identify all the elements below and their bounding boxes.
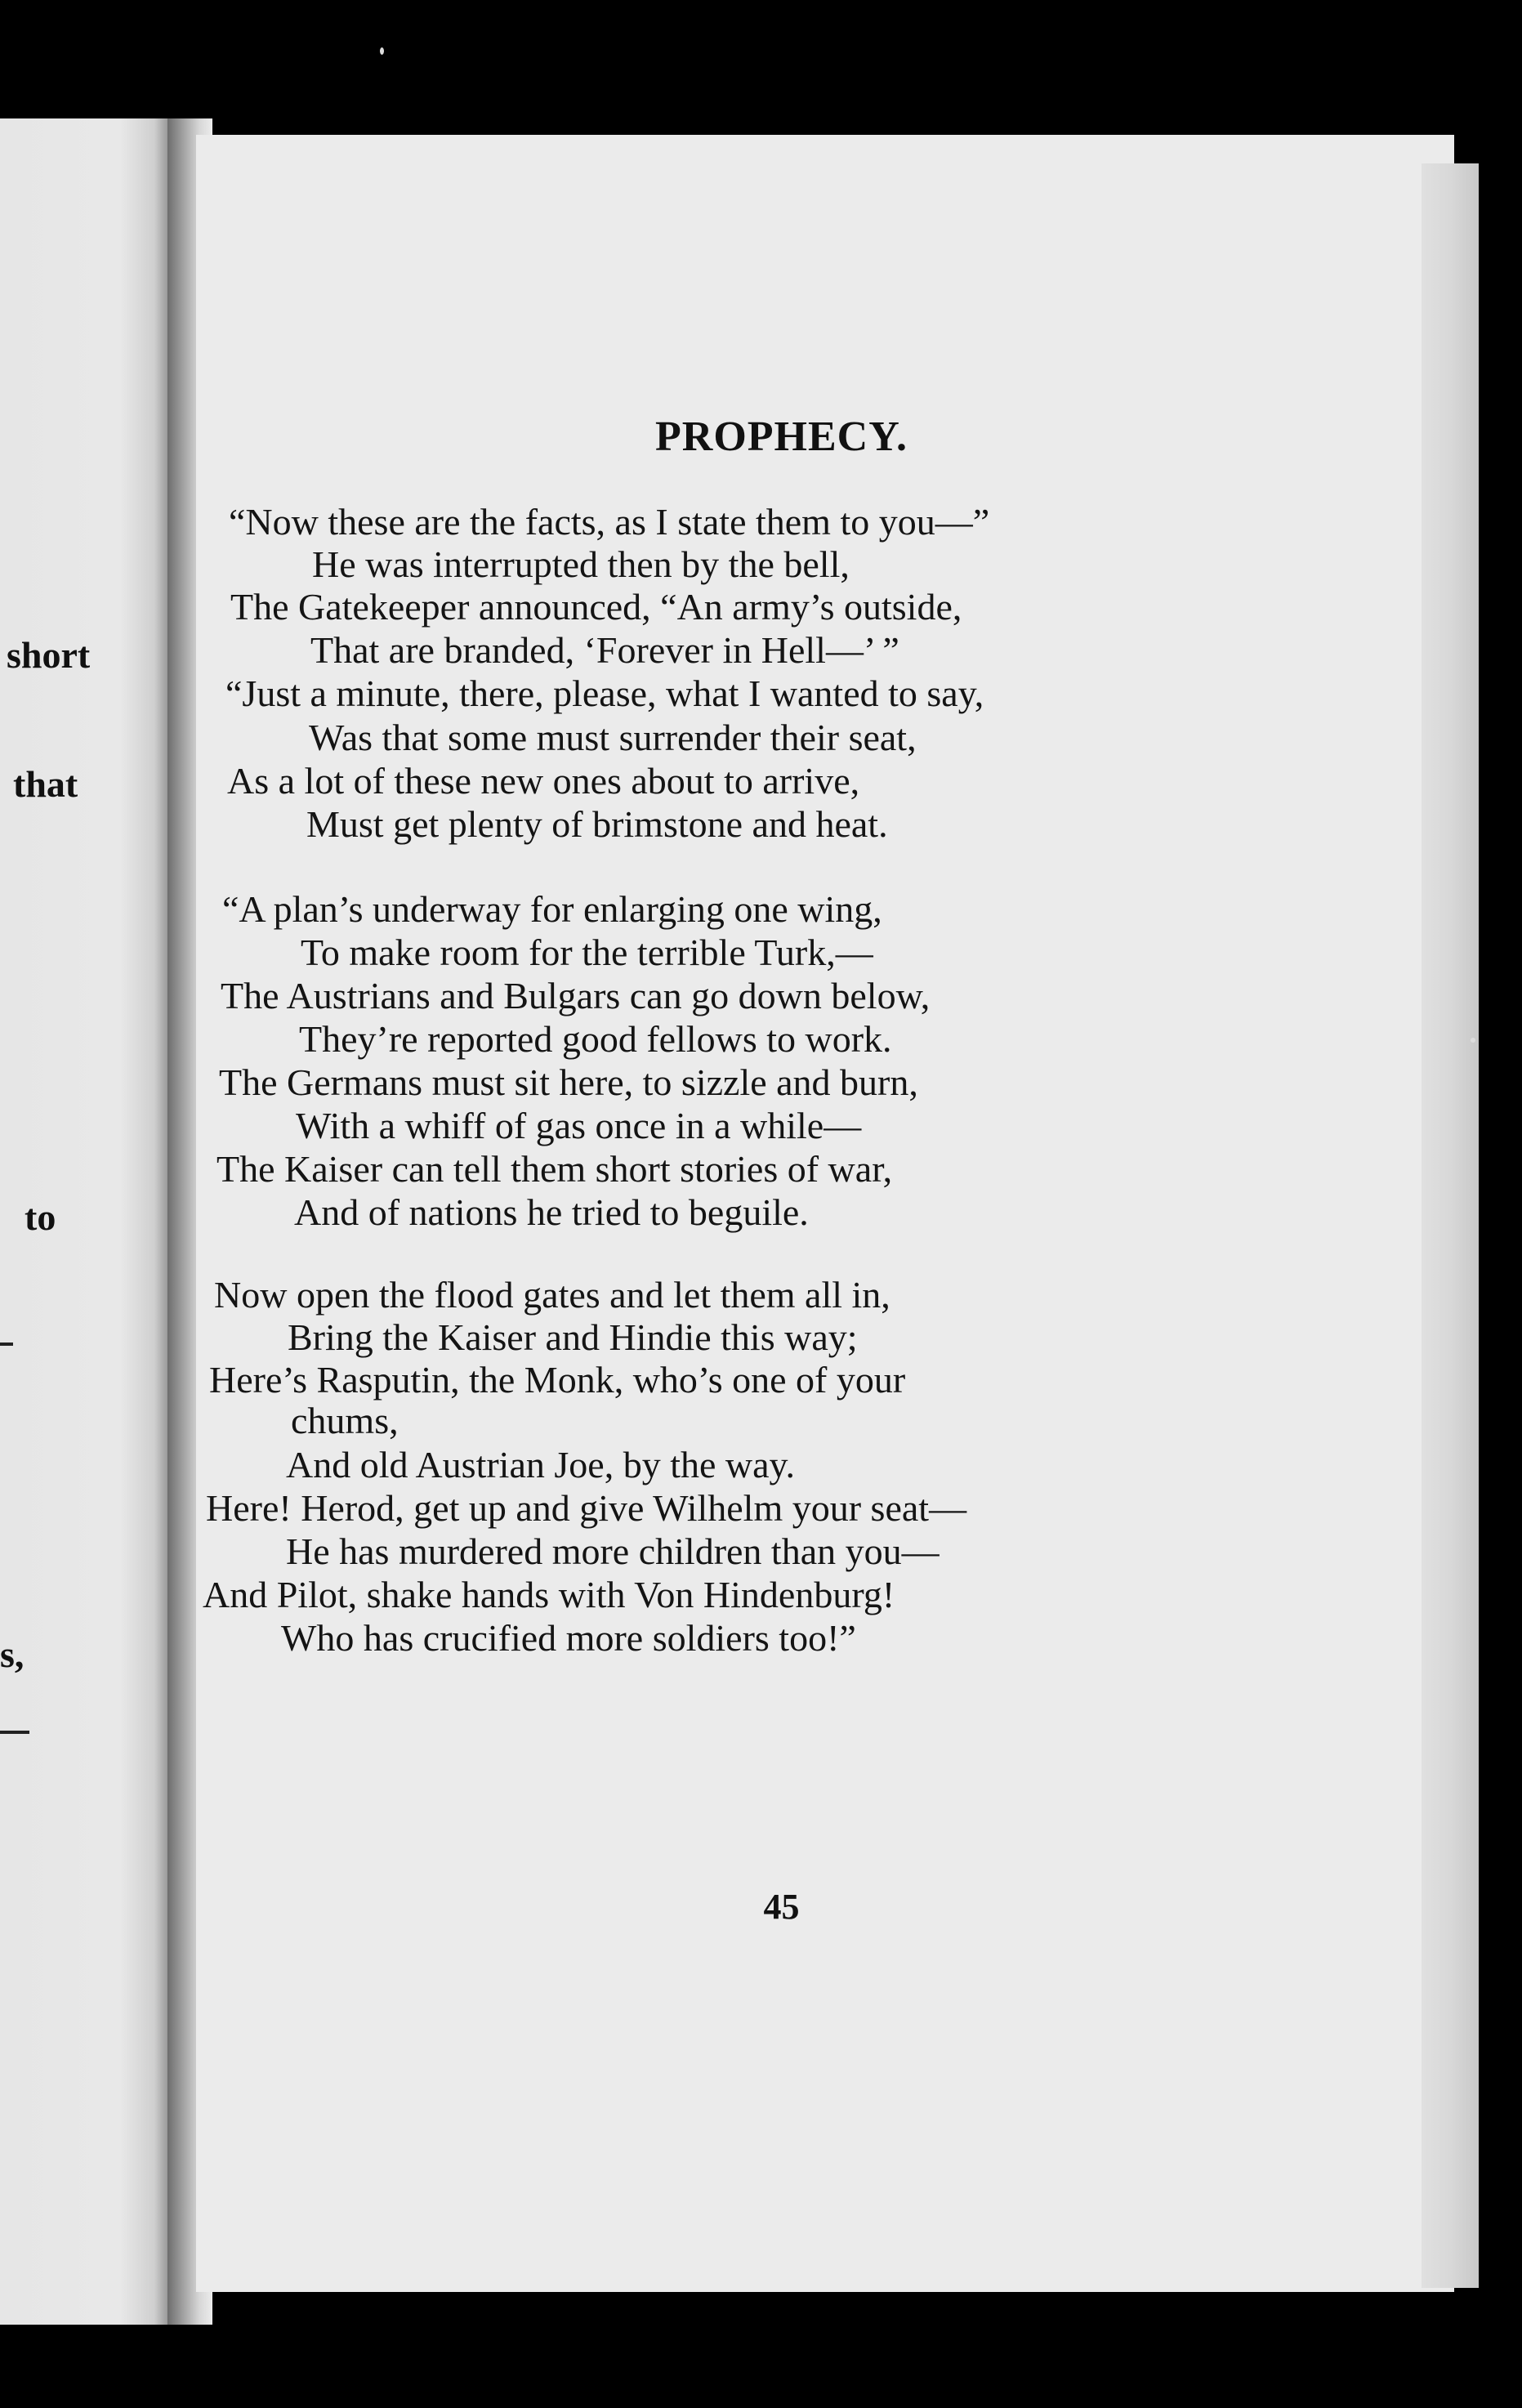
page-edge: [1422, 163, 1479, 2288]
poem-line: He has murdered more children than you—: [286, 1530, 940, 1572]
poem-line: That are branded, ‘Forever in Hell—’ ”: [310, 629, 899, 671]
poem-line: As a lot of these new ones about to arrive,: [227, 760, 860, 802]
left-page-dash: [0, 1342, 13, 1346]
poem-line: “Just a minute, there, please, what I wanted to say,: [225, 672, 984, 714]
left-page-dash: [0, 1731, 29, 1734]
poem-line: The Gatekeeper announced, “An army’s outside,: [230, 586, 962, 628]
scan-speck: [1471, 1038, 1475, 1043]
scan-speck: [380, 47, 384, 55]
poem-line: Must get plenty of brimstone and heat.: [306, 803, 888, 845]
left-page-fragment: to: [25, 1196, 56, 1238]
poem-line: Here! Herod, get up and give Wilhelm your seat—: [206, 1487, 967, 1529]
poem-line: Here’s Rasputin, the Monk, who’s one of your: [209, 1359, 906, 1401]
poem-line: The Germans must sit here, to sizzle and burn,: [219, 1061, 918, 1103]
poem-line: “A plan’s underway for enlarging one wing,: [222, 888, 882, 930]
poem-line: He was interrupted then by the bell,: [312, 543, 850, 585]
page-number: 45: [763, 1887, 800, 1927]
poem-line: And Pilot, shake hands with Von Hindenburg!: [203, 1574, 895, 1615]
poem-line: Bring the Kaiser and Hindie this way;: [288, 1316, 858, 1358]
poem-line: Who has crucified more soldiers too!”: [281, 1617, 856, 1659]
left-page-fragment: short: [7, 634, 91, 676]
left-page-fragment: s,: [0, 1633, 25, 1675]
poem-line: And of nations he tried to beguile.: [294, 1191, 809, 1233]
poem-line: The Austrians and Bulgars can go down below,: [221, 975, 931, 1016]
poem-line: “Now these are the facts, as I state them to you—”: [229, 501, 990, 543]
poem-line: And old Austrian Joe, by the way.: [286, 1444, 796, 1485]
poem-line: Now open the flood gates and let them all in,: [214, 1274, 890, 1316]
poem-line: Was that some must surrender their seat,: [309, 717, 917, 758]
poem-line: With a whiff of gas once in a while—: [296, 1105, 862, 1146]
poem-line: They’re reported good fellows to work.: [299, 1018, 892, 1060]
poem-line: To make room for the terrible Turk,—: [301, 931, 873, 973]
poem-title: PROPHECY.: [655, 413, 908, 460]
poem-line: The Kaiser can tell them short stories of war,: [216, 1148, 893, 1190]
poem-line: chums,: [291, 1400, 399, 1441]
left-page-fragment: that: [13, 763, 78, 805]
